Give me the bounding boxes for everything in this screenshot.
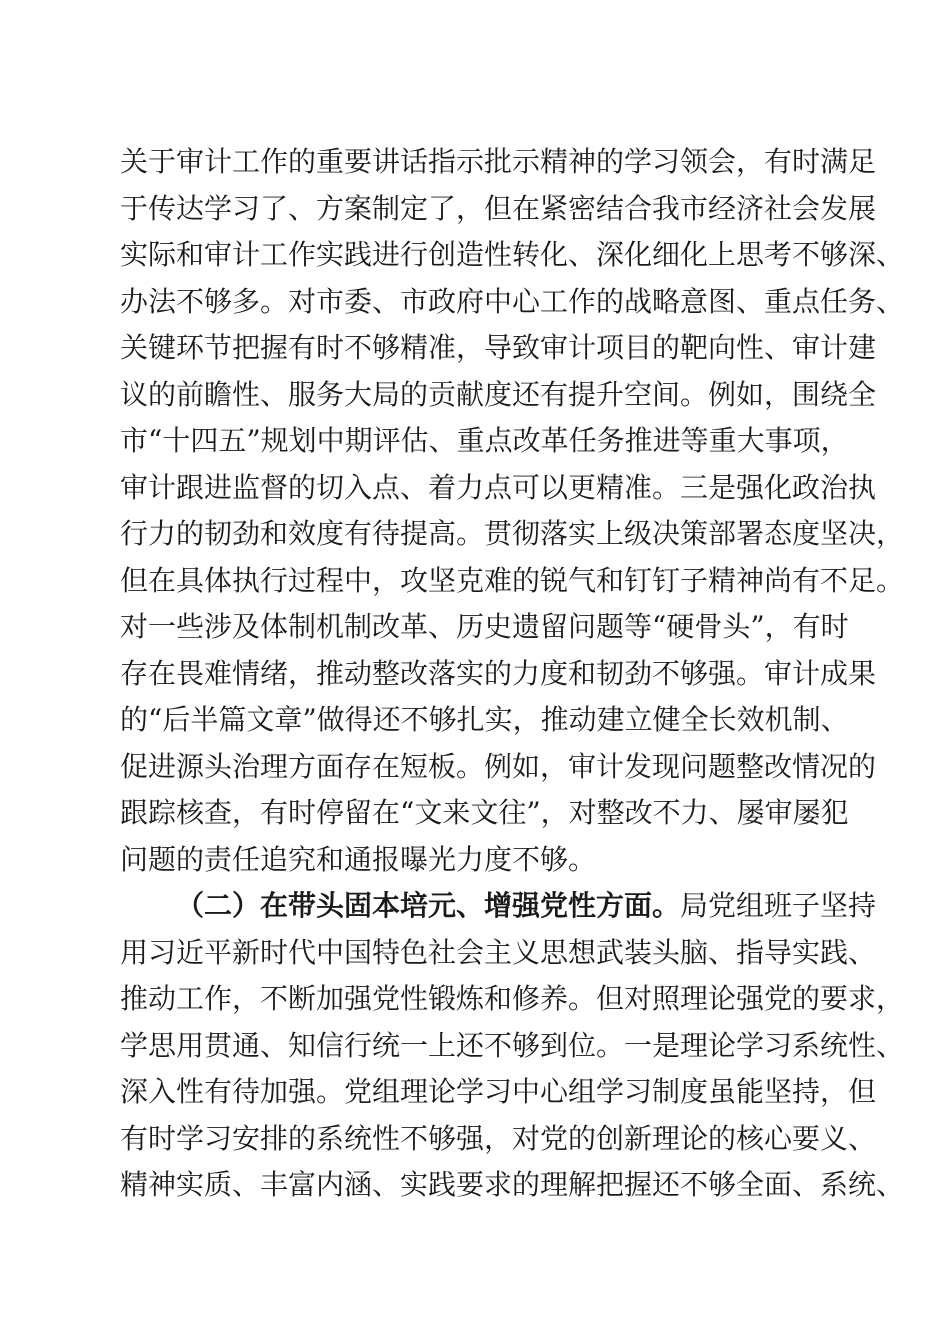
paragraph-line: 精神实质、丰富内涵、实践要求的理解把握还不够全面、系统、 xyxy=(120,1168,905,1201)
paragraph-line: 审计跟进监督的切入点、着力点可以更精准。三是强化政治执 xyxy=(120,470,877,504)
paragraph-line: 关键环节把握有时不够精准，导致审计项目的靶向性、审计建 xyxy=(120,331,877,364)
paragraph-line: 学思用贯通、知信行统一上还不够到位。一是理论学习系统性、 xyxy=(120,1028,905,1062)
paragraph-line: 推动工作，不断加强党性锻炼和修养。但对照理论强党的要求， xyxy=(120,982,905,1015)
section-heading: （二）在带头固本培元、增强党性方面。 xyxy=(176,889,681,922)
paragraph-line: 办法不够多。对市委、市政府中心工作的战略意图、重点任务、 xyxy=(120,284,905,318)
body-text xyxy=(120,139,905,1209)
paragraph-line: 但在具体执行过程中，攻坚克难的锐气和钉钉子精神尚有不足。 xyxy=(120,563,905,597)
section-heading-line xyxy=(120,883,877,930)
paragraph-line: 市“十四五”规划中期评估、重点改革任务推进等重大事项， xyxy=(120,424,849,457)
paragraph-line: 促进源头治理方面存在短板。例如，审计发现问题整改情况的 xyxy=(120,749,877,783)
paragraph-line: 深入性有待加强。党组理论学习中心组学习制度虽能坚持，但 xyxy=(120,1075,877,1108)
paragraph-line: 问题的责任追究和通报曝光力度不够。 xyxy=(120,842,597,876)
paragraph-line: 关于审计工作的重要讲话指示批示精神的学习领会，有时满足 xyxy=(120,145,877,178)
paragraph-line: 的“后半篇文章”做得还不够扎实，推动建立健全长效机制、 xyxy=(120,703,849,736)
section-intro-text: 局党组班子坚持 xyxy=(680,889,877,922)
paragraph-line: 存在畏难情绪，推动整改落实的力度和韧劲不够强。审计成果 xyxy=(120,656,877,690)
paragraph-line: 跟踪核查，有时停留在“文来文往”，对整改不力、屡审屡犯 xyxy=(120,796,849,829)
paragraph-line: 于传达学习了、方案制定了，但在紧密结合我市经济社会发展 xyxy=(120,191,877,225)
paragraph-line: 对一些涉及体制机制改革、历史遗留问题等“硬骨头”，有时 xyxy=(120,610,849,643)
paragraph-line: 用习近平新时代中国特色社会主义思想武装头脑、指导实践、 xyxy=(120,935,877,969)
paragraph-line: 议的前瞻性、服务大局的贡献度还有提升空间。例如，围绕全 xyxy=(120,377,877,411)
paragraph-line: 有时学习安排的系统性不够强，对党的创新理论的核心要义、 xyxy=(120,1121,877,1155)
paragraph-line: 行力的韧劲和效度有待提高。贯彻落实上级决策部署态度坚决， xyxy=(120,517,905,550)
paragraph-line: 实际和审计工作实践进行创造性转化、深化细化上思考不够深、 xyxy=(120,238,905,271)
